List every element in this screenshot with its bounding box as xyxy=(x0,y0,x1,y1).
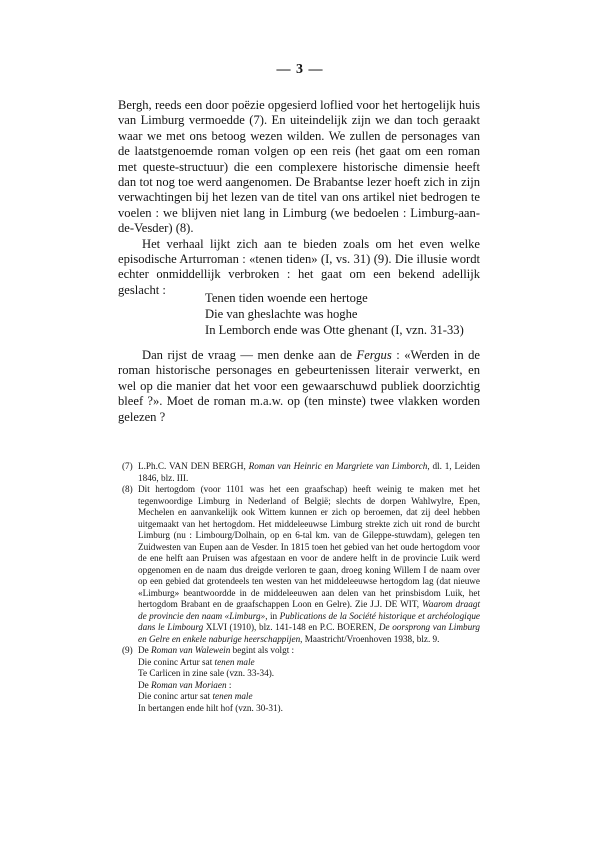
fergus-title: Fergus xyxy=(356,348,392,362)
paragraph-3-after: : «Werden in de roman historische personages en gebeurtenissen literair verwerkt, en wel op die manier dat het voor een gewaarschuwd publiek doorzichtig bleef ?». Moet de roman m.a.w. op (ten minste) twee vlakken worden gelezen ? xyxy=(118,348,480,424)
footnote-text: , dl. 1, Leiden 1846, blz. III. xyxy=(138,461,480,483)
page-number: — 3 — xyxy=(276,62,324,77)
footnote-line: De Roman van Moriaen : xyxy=(138,679,232,690)
footnote-text: Dit hertogdom (voor 1101 was het een graafschap) heeft weinig te maken met het tegenwoordige Limburg in Nederland of België; slechts de dorpen Wahlwylre, Epen, Mechelen en aanvankelijk ook Wittem kunnen er zich op beroemen, dat zij deel hebben uitgemaakt van het hertogdom. Het middeleeuwse Limburg strekte zich uit rond de burcht Limburg (nu : Limbourg/Dolhain, op en 6-tal km. van de Gileppe-stuwdam), gelegen ten Zuidwesten van Eupen aan de Vesder. In 1815 toen het gebied van het oude hertogdom voor de ene helft aan Pruisen was afgestaan en voor de andere helft in de provincie Luik werd opgenomen en de naam dus dreigde verloren te gaan, droeg koning Willem I de naam over op een gebied dat grotendeels ten westen van het middeleeuwse hertogdom lag (dat nieuwe «Limburg» beantwoordde in de middeleeuwen aan delen van het prinsbisdom Luik, het hertogdom Brabant en de graafschappen Loon en Gelre). Zie J.J. DE WIT, xyxy=(138,484,480,609)
verse-line: In Lemborch ende was Otte ghenant (I, vzn. 31-33) xyxy=(205,322,464,337)
footnote-line: In bertangen ende hilt hof (vzn. 30-31). xyxy=(138,702,283,713)
footnotes xyxy=(122,461,480,714)
footnote-line: Die coninc Artur sat tenen male xyxy=(138,656,255,667)
footnote-line: Te Carlicen in zine sale (vzn. 33-34). xyxy=(138,668,275,678)
footnote-text: L.Ph.C. VAN DEN BERGH, xyxy=(138,461,249,471)
main-text xyxy=(118,98,480,298)
footnote-7 xyxy=(122,461,480,484)
footnote-9 xyxy=(122,645,480,714)
footnote-number: (7) xyxy=(122,461,133,471)
footnote-text: , in xyxy=(265,610,280,621)
paragraph-2: Het verhaal lijkt zich aan te bieden zoals om het even welke episodische Arturroman : «tenen tiden» (I, vs. 31) (9). Die illusie wordt echter onmiddellijk verbroken : het gaat om een bekend adellijk geslacht : xyxy=(118,236,480,297)
footnote-line: Die coninc artur sat tenen male xyxy=(138,691,253,701)
paragraph-3 xyxy=(118,348,480,425)
footnote-text: , Maastricht/Vroenhoven 1938, blz. 9. xyxy=(300,633,440,644)
footnote-title: Roman van Heinric en Margriete van Limborch xyxy=(248,461,428,471)
footnote-title: Publications de la Société historique et archéologique dans le Limbourg xyxy=(138,610,480,632)
verse-quotation xyxy=(205,291,485,338)
footnote-number: (9) xyxy=(122,645,133,655)
footnote-number: (8) xyxy=(122,484,133,494)
paragraph-3-before: Dan rijst de vraag — men denke aan de xyxy=(142,348,357,362)
verse-line: Tenen tiden woende een hertoge xyxy=(205,291,368,305)
verse-line: Die van gheslachte was hoghe xyxy=(205,306,358,321)
footnote-text: XLVI (1910), blz. 141-148 en P.C. BOEREN, xyxy=(203,622,379,632)
footnote-title: Waarom draagt de provincie den naam «Limburg» xyxy=(138,599,481,621)
footnote-title: De oorsprong van Limburg en Gelre en enkele naburige heerschappijen xyxy=(138,622,480,644)
paragraph-1: Bergh, reeds een door poëzie opgesierd loflied voor het hertogelijk huis van Limburg vermoedde (7). En uiteindelijk zijn we dan toch geraakt waar we met ons betoog wezen wilden. We zullen de personages van de laatstgenoemde roman volgen op een reis (het gaat om een roman met queste-structuur) die een complexere historische dimensie heeft dan tot nog toe werd aangenomen. De Brabantse lezer hoeft zich in zijn verwachtingen bij het lezen van de titel van ons artikel niet bedrogen te voelen : we blijven niet lang in Limburg (we bedoelen : Limburg-aan-de-Vesder) (8). xyxy=(118,98,480,236)
footnote-8 xyxy=(122,484,480,645)
footnote-line: De Roman van Walewein begint als volgt : xyxy=(138,645,295,655)
